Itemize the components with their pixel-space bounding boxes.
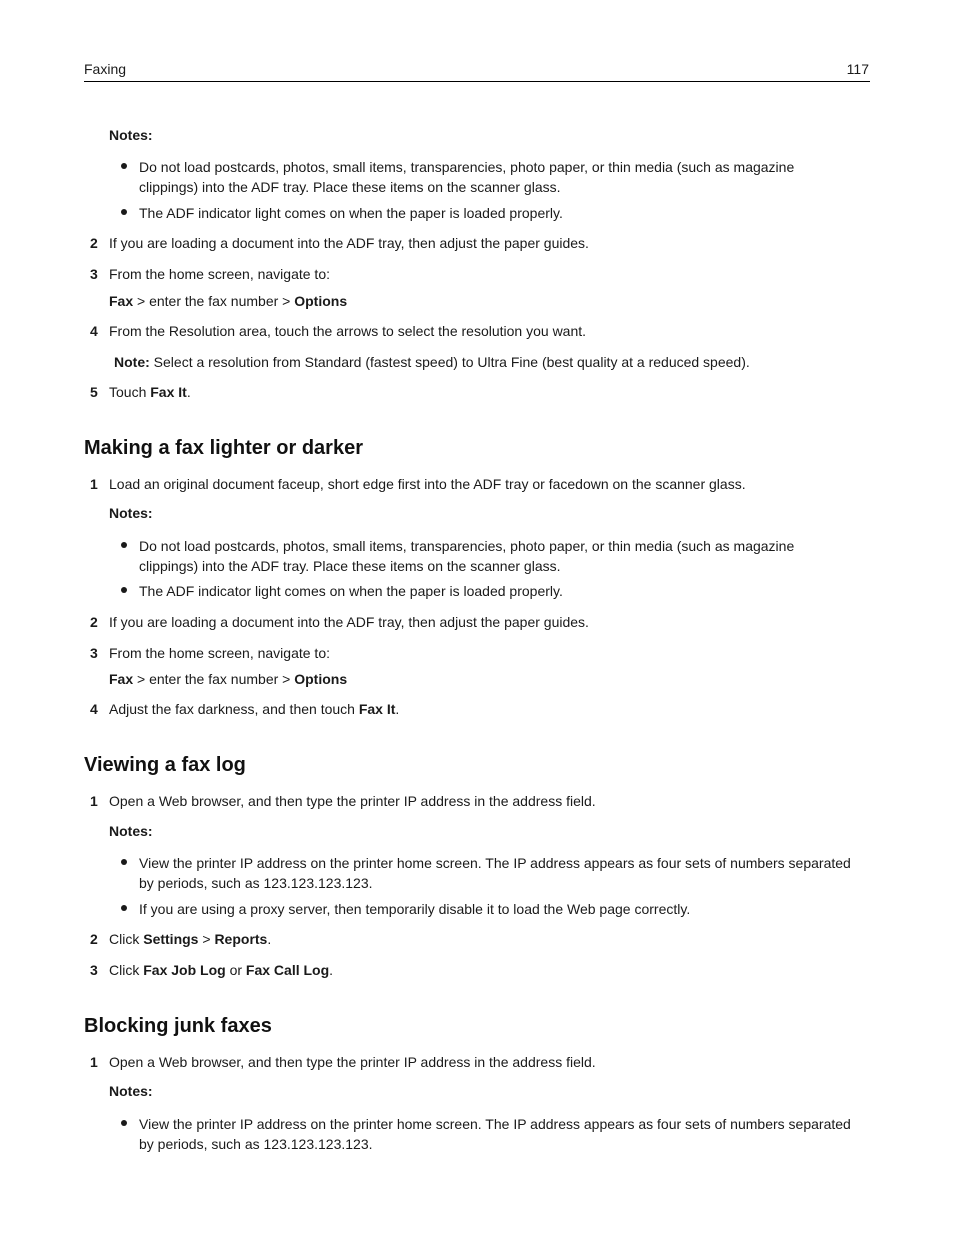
note-bullet: View the printer IP address on the printer home screen. The IP address appears as four sets of numbers separated by periods, such as 123.123.123.123. [139, 855, 851, 891]
step-number: 1 [90, 793, 98, 809]
notes-label: Notes: [109, 823, 153, 839]
note-bullet: If you are using a proxy server, then temporarily disable it to load the Web page correctly. [139, 901, 691, 917]
step-text-part: . [267, 931, 272, 947]
notes-label: Notes: [109, 127, 153, 143]
note-text: Select a resolution from Standard (fastest speed) to Ultra Fine (best quality at a reduced speed). [149, 354, 750, 370]
step-number: 2 [90, 235, 98, 251]
step-text: From the Resolution area, touch the arrows to select the resolution you want. [109, 323, 587, 339]
page-number: 117 [846, 61, 869, 77]
step-text-part: . [395, 701, 400, 717]
step-text [109, 929, 271, 949]
step-number: 5 [90, 384, 98, 400]
step-number: 4 [90, 323, 98, 339]
step-text [109, 699, 399, 719]
step-text-part: Click [109, 962, 144, 978]
step-text-part: or [225, 962, 246, 978]
fax-call-log-label: Fax Call Log [245, 962, 330, 978]
step-number: 1 [90, 1054, 98, 1070]
step-text: Load an original document faceup, short edge first into the ADF tray or facedown on the scanner glass. [109, 476, 746, 492]
note-line [114, 352, 750, 372]
nav-fax: Fax [109, 293, 134, 309]
step-text-part: . [329, 962, 334, 978]
bullet-icon [121, 209, 127, 215]
note-bullet: Do not load postcards, photos, small items, transparencies, photo paper, or thin media (such as magazine clippings) into the ADF tray. Place these items on the scanner glass. [139, 538, 795, 574]
section-heading: Viewing a fax log [84, 754, 246, 776]
step-text: Open a Web browser, and then type the printer IP address in the address field. [109, 793, 596, 809]
notes-label: Notes: [109, 1083, 153, 1099]
note-bullet: The ADF indicator light comes on when the paper is loaded properly. [139, 205, 563, 221]
step-text-part: Adjust the fax darkness, and then touch [109, 701, 359, 717]
bullet-icon [121, 542, 127, 548]
bullet-icon [121, 859, 127, 865]
bullet-icon [121, 587, 127, 593]
section-heading: Blocking junk faxes [84, 1015, 272, 1037]
nav-separator: > enter the fax number > [133, 671, 295, 687]
step-text [109, 382, 191, 402]
step-text [109, 960, 333, 980]
fax-it-label: Fax It [150, 384, 187, 400]
nav-fax: Fax [109, 671, 134, 687]
step-number: 2 [90, 614, 98, 630]
fax-job-log-label: Fax Job Log [143, 962, 226, 978]
bullet-icon [121, 1120, 127, 1126]
nav-options: Options [294, 671, 348, 687]
step-text: Open a Web browser, and then type the printer IP address in the address field. [109, 1054, 596, 1070]
navigation-path [109, 291, 347, 311]
step-text: If you are loading a document into the ADF tray, then adjust the paper guides. [109, 614, 589, 630]
step-text-part: Click [109, 931, 144, 947]
nav-options: Options [294, 293, 348, 309]
bullet-icon [121, 905, 127, 911]
note-bullet: View the printer IP address on the printer home screen. The IP address appears as four sets of numbers separated by periods, such as 123.123.123.123. [139, 1116, 851, 1152]
step-number: 2 [90, 931, 98, 947]
bullet-icon [121, 163, 127, 169]
running-header-section: Faxing [84, 61, 127, 77]
step-number: 4 [90, 701, 98, 717]
reports-label: Reports [214, 931, 268, 947]
step-number: 3 [90, 962, 98, 978]
step-text: If you are loading a document into the ADF tray, then adjust the paper guides. [109, 235, 589, 251]
note-bullet: The ADF indicator light comes on when the paper is loaded properly. [139, 583, 563, 599]
navigation-path [109, 669, 347, 689]
step-number: 3 [90, 645, 98, 661]
step-text-part: . [186, 384, 191, 400]
nav-separator: > enter the fax number > [133, 293, 295, 309]
header-rule [84, 81, 870, 82]
notes-label: Notes: [109, 505, 153, 521]
step-text-part: Touch [109, 384, 151, 400]
note-bullet: Do not load postcards, photos, small items, transparencies, photo paper, or thin media (such as magazine clippings) into the ADF tray. Place these items on the scanner glass. [139, 159, 795, 195]
fax-it-label: Fax It [358, 701, 396, 717]
step-text-part: > [198, 931, 215, 947]
step-text: From the home screen, navigate to: [109, 645, 330, 661]
note-label: Note: [114, 354, 150, 370]
step-text: From the home screen, navigate to: [109, 266, 330, 282]
step-number: 1 [90, 476, 98, 492]
settings-label: Settings [143, 931, 199, 947]
step-number: 3 [90, 266, 98, 282]
section-heading: Making a fax lighter or darker [84, 437, 363, 459]
